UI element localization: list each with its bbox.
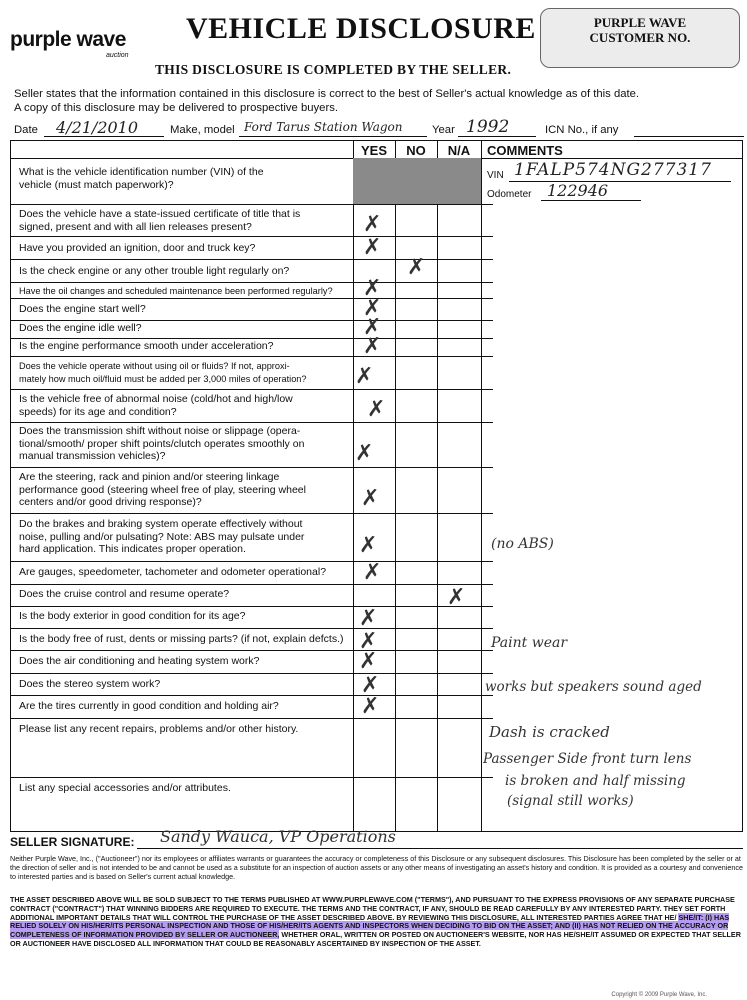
intro-line2: A copy of this disclosure may be delivered to prospective buyers. — [14, 102, 339, 114]
question-acceleration: Is the engine performance smooth under acceleration? — [19, 340, 274, 352]
year-field[interactable]: 1992 — [466, 117, 510, 137]
question-brakes: Do the brakes and braking system operate effectively without noise, pulling and/or pulsating? Note: ABS may pulsate under hard application. This indicates proper operation. — [19, 518, 305, 555]
col-divider-na — [437, 141, 438, 831]
col-divider-yes — [353, 141, 354, 831]
checkbox-no-check-engine[interactable]: ✗ — [407, 255, 426, 280]
vin-shaded-area — [353, 158, 481, 204]
row-divider — [11, 718, 493, 719]
question-body-exterior: Is the body exterior in good condition for its age? — [19, 610, 246, 622]
row-divider — [11, 584, 493, 585]
date-label: Date — [14, 124, 38, 136]
question-steering: Are the steering, rack and pinion and/or steering linkage performance good (steering wheel free of play, steering wheel centers and/or good driving response)? — [19, 471, 306, 508]
copyright-notice: Copyright © 2009 Purple Wave, Inc. — [611, 992, 707, 998]
checkbox-yes-rust[interactable]: ✗ — [359, 629, 378, 654]
question-cruise: Does the cruise control and resume operate? — [19, 588, 230, 600]
vin-field[interactable]: 1FALP574NG277317 — [514, 160, 712, 180]
purple-wave-logo — [10, 28, 150, 68]
row-divider — [11, 389, 493, 390]
disclaimer-paragraph-1: Neither Purple Wave, Inc., ("Auctioneer") nor its employees or affiliates warrants or guarantees the accuracy or completeness of this Disclosure or any subsequent disclosures. This Disclosure has been completed by the seller or at the direction of seller and is not intended to be and cannot be used as a substitute for an inspection of auction assets or any other means of investigating an asset's history and condition. It is provided as a courtesy and convenience to interested parties and is based on Seller's current actual knowledge. — [10, 854, 743, 881]
customer-number-box[interactable] — [540, 8, 740, 68]
row-divider — [11, 356, 493, 357]
odometer-field[interactable]: 122946 — [547, 181, 609, 200]
intro-text — [14, 87, 736, 115]
row-divider — [11, 467, 493, 468]
checkbox-yes-engine-start[interactable]: ✗ — [363, 296, 382, 321]
question-history: Please list any recent repairs, problems and/or other history. — [19, 723, 299, 735]
checkbox-yes-stereo[interactable]: ✗ — [361, 673, 380, 698]
checkbox-yes-tires[interactable]: ✗ — [361, 694, 380, 719]
checkbox-yes-acceleration[interactable]: ✗ — [363, 334, 382, 359]
col-header-yes: YES — [360, 143, 387, 158]
question-rust: Is the body free of rust, dents or missing parts? (if not, explain defcts.) — [19, 633, 344, 645]
disclosure-table — [10, 140, 743, 832]
col-header-comments: COMMENTS — [487, 143, 563, 158]
icn-label: ICN No., if any — [545, 124, 619, 136]
odometer-underline — [541, 200, 641, 201]
comment-history-line4[interactable]: (signal still works) — [507, 793, 634, 809]
logo-subtext: auction — [106, 52, 129, 59]
row-divider — [11, 650, 493, 651]
disclaimer-closing: WHETHER ORAL, WRITTEN OR POSTED ON AUCTIONEER'S WEBSITE, NOR HAS HE/SHE/IT ASSUMED OR EXPECTED THAT SELLER OR AUCTIONEER HAVE DISCLOSED ALL INFORMATION THAT COULD BE REASONABLY ASCERTAINED BY INSPECTION OF THE ASSET. — [10, 930, 741, 948]
col-header-no: NO — [406, 143, 426, 158]
row-divider — [11, 513, 493, 514]
question-tires: Are the tires currently in good condition and holding air? — [19, 700, 279, 712]
question-transmission: Does the transmission shift without noise or slippage (opera- tional/smooth/ proper shift points/clutch operates smoothly on manual transmission vehicles)? — [19, 425, 305, 462]
customer-box-line2: CUSTOMER NO. — [589, 30, 691, 45]
page-title: VEHICLE DISCLOSURE — [186, 12, 536, 45]
row-divider — [11, 236, 493, 237]
checkbox-yes-ac-heating[interactable]: ✗ — [359, 649, 378, 674]
comment-brakes[interactable]: (no ABS) — [491, 536, 554, 552]
checkbox-yes-steering[interactable]: ✗ — [361, 486, 380, 511]
question-accessories: List any special accessories and/or attributes. — [19, 782, 231, 794]
question-oil-fluids: Does the vehicle operate without using oil or fluids? If not, approxi- mately how much oil/fluid must be added per 3,000 miles of operation? — [19, 361, 307, 384]
vehicle-info-row — [14, 117, 744, 139]
icn-underline — [634, 136, 744, 137]
signature-field[interactable]: Sandy Wauca, VP Operations — [160, 827, 396, 846]
comment-history-line3[interactable]: is broken and half missing — [505, 773, 686, 789]
comment-rust[interactable]: Paint wear — [491, 635, 568, 651]
disclaimer-paragraph-2 — [10, 896, 743, 949]
checkbox-yes-body-exterior[interactable]: ✗ — [359, 606, 378, 631]
checkbox-yes-title[interactable]: ✗ — [363, 212, 382, 237]
question-stereo: Does the stereo system work? — [19, 678, 161, 690]
year-label: Year — [432, 124, 455, 136]
signature-label: SELLER SIGNATURE: — [10, 835, 135, 849]
row-divider — [11, 695, 493, 696]
checkbox-yes-transmission[interactable]: ✗ — [355, 441, 374, 466]
comment-history-line2[interactable]: Passenger Side front turn lens — [483, 751, 692, 767]
disclaimer-highlighted: SHE/IT: (I) HAS RELIED SOLELY ON HIS/HER/ITS PERSONAL INSPECTION AND THOSE OF HIS/HER/ITS AGENTS AND INSPECTORS WHEN DECIDING TO BID ON THE ASSET; AND (II) HAS NOT RELIED ON THE ACCURACY OR COMPLETENESS OF INFORMATION PROVIDED BY SELLER OR AUCTIONEER, — [10, 912, 730, 940]
vin-label: VIN — [487, 170, 504, 181]
checkbox-yes-gauges[interactable]: ✗ — [363, 560, 382, 585]
logo-text: purple wave — [10, 28, 126, 51]
page-subtitle: THIS DISCLOSURE IS COMPLETED BY THE SELLER. — [155, 62, 512, 77]
intro-line1: Seller states that the information contained in this disclosure is correct to the best of Seller's actual knowledge as of this date. — [14, 88, 640, 100]
odometer-label: Odometer — [487, 189, 532, 200]
row-divider — [11, 606, 493, 607]
question-engine-idle: Does the engine idle well? — [19, 322, 142, 334]
customer-box-line1: PURPLE WAVE — [593, 15, 687, 30]
make-field[interactable]: Ford Tarus Station Wagon — [244, 120, 403, 134]
question-oil-changes: Have the oil changes and scheduled maintenance been performed regularly? — [19, 286, 333, 296]
question-noise: Is the vehicle free of abnormal noise (cold/hot and high/low speeds) for its age and condition? — [19, 393, 293, 418]
question-ac-heating: Does the air conditioning and heating system work? — [19, 655, 260, 667]
question-check-engine: Is the check engine or any other trouble light regularly on? — [19, 265, 290, 277]
checkbox-yes-oil-changes[interactable]: ✗ — [363, 276, 382, 301]
row-divider — [11, 320, 493, 321]
date-field[interactable]: 4/21/2010 — [56, 118, 139, 137]
question-vin: What is the vehicle identification number (VIN) of the vehicle (must match paperwork)? — [19, 166, 264, 191]
vin-underline — [509, 181, 731, 182]
question-engine-start: Does the engine start well? — [19, 303, 146, 315]
row-divider — [11, 777, 493, 778]
row-divider — [11, 561, 493, 562]
checkbox-yes-noise[interactable]: ✗ — [367, 397, 386, 422]
make-underline — [239, 136, 427, 137]
question-title: Does the vehicle have a state-issued certificate of title that is signed, present and with all lien releases present? — [19, 208, 301, 233]
row-divider — [11, 298, 493, 299]
checkbox-yes-keys[interactable]: ✗ — [363, 235, 382, 260]
row-divider — [11, 422, 493, 423]
row-divider — [11, 628, 493, 629]
row-divider — [11, 282, 493, 283]
make-label: Make, model — [170, 124, 235, 136]
comment-history-line1[interactable]: Dash is cracked — [489, 723, 610, 741]
checkbox-na-cruise[interactable]: ✗ — [447, 585, 466, 610]
checkbox-yes-engine-idle[interactable]: ✗ — [363, 315, 382, 340]
checkbox-yes-oil-fluids[interactable]: ✗ — [355, 364, 374, 389]
comment-stereo[interactable]: works but speakers sound aged — [485, 679, 702, 695]
question-keys: Have you provided an ignition, door and truck key? — [19, 242, 256, 254]
row-divider — [11, 204, 493, 205]
col-header-na: N/A — [447, 143, 471, 158]
disclaimer-terms: THE ASSET DESCRIBED ABOVE WILL BE SOLD SUBJECT TO THE TERMS PUBLISHED AT WWW.PURPLEWAVE.COM ("TERMS"), AND PURSUANT TO THE EXPRESS PROVISIONS OF ANY SEPARATE PURCHASE CONTRACT ("CONTRACT") THAT WINNING BIDDERS ARE REQUIRED TO EXECUTE. THE TERMS AND THE CONTRACT, IF ANY, SHOULD BE READ CAREFULLY BY ANY INTERESTED PARTY. THEY SET FORTH ADDITIONAL IMPORTANT DETAILS THAT WILL CONTROL THE PURCHASE OF THE ASSET DESCRIBED ABOVE. BY REVIEWING THIS DISCLOSURE, ALL INTERESTED PARTIES AGREE THAT HE/ — [10, 895, 735, 922]
row-divider — [11, 338, 493, 339]
question-gauges: Are gauges, speedometer, tachometer and odometer operational? — [19, 566, 327, 578]
row-divider — [11, 673, 493, 674]
col-divider-comments — [481, 141, 482, 831]
checkbox-yes-brakes[interactable]: ✗ — [359, 533, 378, 558]
col-divider-no — [395, 141, 396, 831]
signature-line — [137, 848, 743, 849]
